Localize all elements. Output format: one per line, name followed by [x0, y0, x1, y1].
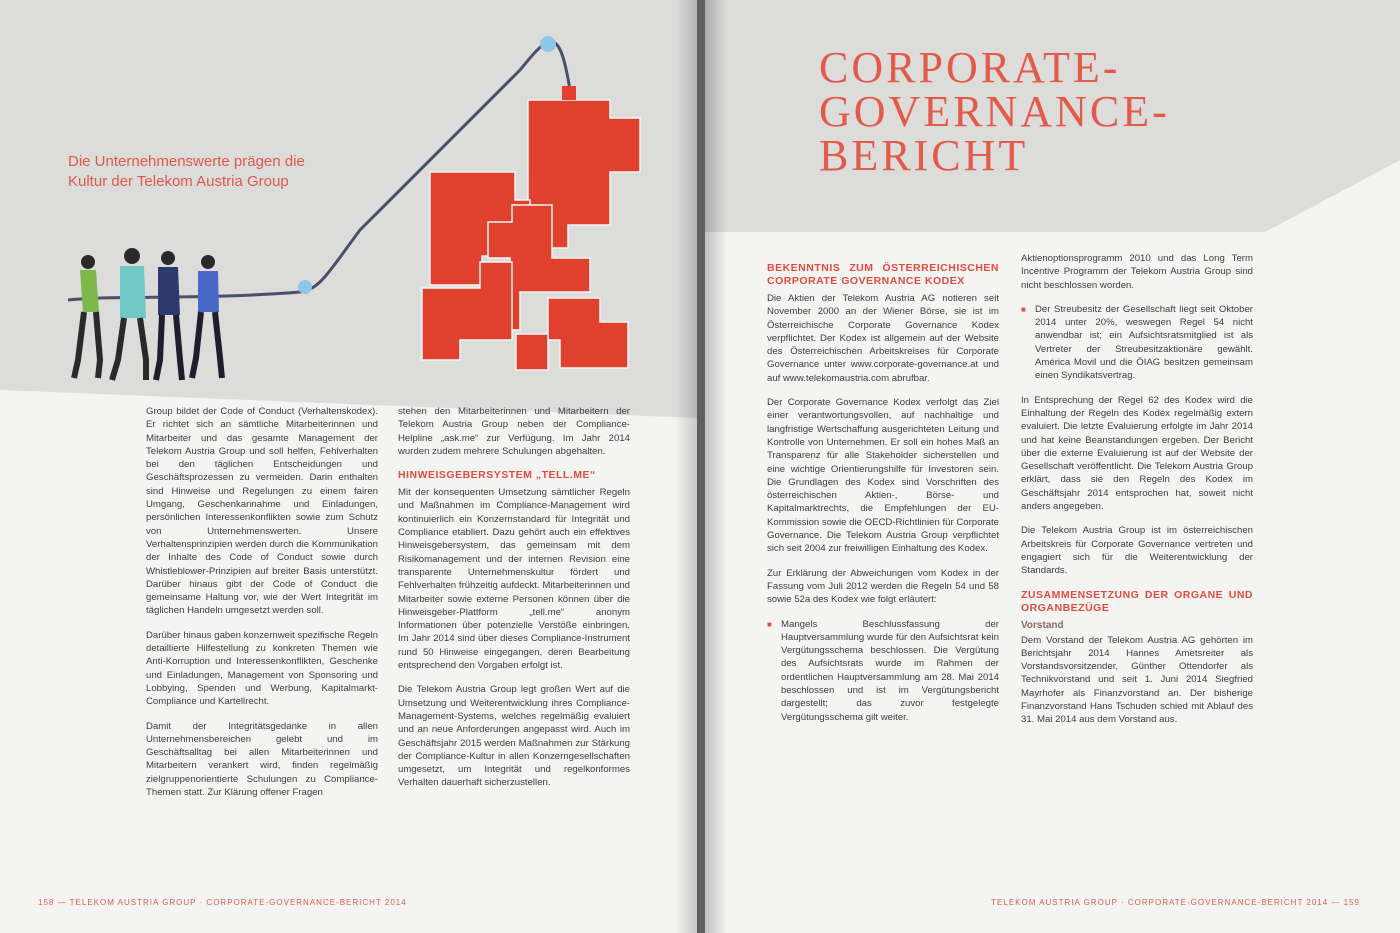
section-heading: BEKENNTNIS ZUM ÖSTERREICHISCHEN CORPORATE GOVERNANCE KODEX [767, 262, 999, 287]
body-paragraph: Dem Vorstand der Telekom Austria AG gehörten im Berichtsjahr 2014 Hannes Ametsreiter als Vorstandsvorsitzender, Günther Ottendorfer als Technikvorstand und seit 1. Juni 2014 Siegfried Mayrhofer als Finanzvorstand an. Der bisherige Finanzvorstand Hans Tschuden schied mit Ablauf des 31. Mai 2014 aus dem Vorstand aus. [1021, 634, 1253, 726]
body-paragraph: Mit der konsequenten Umsetzung sämtlicher Regeln und Maßnahmen im Compliance-Management wird kontinuierlich ein Konzernstandard für Integrität und Compliance etabliert. Dazu gehört auch ein effektives Hinweisgebersystem, das gemeinsam mit dem Risikomanagement und der internen Revision eine transparente Unternehmenskultur fördert und Fehlverhalten frühzeitig aufdeckt. Mitarbeiterinnen und Mitarbeiter sowie externe Personen können über die Hinweisgeber-Plattform „tell.me“ anonym Informationen über potenzielle Verstöße einbringen. Im Jahr 2014 sind über dieses Compliance-Instrument rund 50 Hinweise eingegangen, deren Bearbeitung entsprechend den Vorgaben erfolgt ist. [398, 487, 630, 672]
sub-heading: Vorstand [1021, 619, 1064, 631]
section-heading: ZUSAMMENSETZUNG DER ORGANE UND ORGANBEZÜGE [1021, 588, 1253, 614]
section-heading: HINWEISGEBERSYSTEM „TELL.ME“ [398, 469, 596, 482]
rope-knot-icon [298, 280, 312, 294]
title-line-3: BERICHT [819, 131, 1029, 180]
body-paragraph: Darüber hinaus gaben konzernweit spezifische Regeln detaillierte Hilfestellung zu konkreten Themen wie Anti-Korruption und Interessenkonflikten, Geschenke und Einladungen, Management von Sponsoring und Lobbying, Spenden und Werbung, Kapitalmarkt-Compliance und Kartellrecht. [146, 629, 378, 708]
right-page [705, 0, 1400, 933]
right-gutter-shadow [705, 0, 727, 933]
body-paragraph: In Entsprechung der Regel 62 des Kodex wird die Einhaltung der Regeln des Kodex regelmäßig extern evaluiert. Die letzte Evaluierung erfolgte im Jahr 2014 und hat keine Beanstandungen ergeben. Der Bericht über die externe Evaluierung ist auf der Website der Gesellschaft veröffentlicht. Die Telekom Austria Group erklärt, dass sie den Regeln des Kodex im Geschäftsjahr 2014 entsprochen hat, soweit nicht anders angegeben. [1021, 394, 1253, 513]
bullet-list [1021, 303, 1253, 383]
left-column-2 [398, 405, 630, 801]
title-line-2: GOVERNANCE- [819, 87, 1170, 136]
left-page [0, 0, 697, 933]
body-paragraph: Der Corporate Governance Kodex verfolgt das Ziel einer verantwortungsvollen, auf nachhaltige und langfristige Wertschaffung ausgerichteten Leitung und Kontrolle von Unternehmen. Er soll ein hohes Maß an Transparenz für alle Stakeholder sicherstellen und eine wichtige Orientierungshilfe für Investoren sein. Die Grundlagen des Kodex sind Vorschriften des österreichischen Aktien-, Börse- und Kapitalmarktrechts, die Empfehlungen der EU-Kommission sowie die OECD-Richtlinien für Corporate Governance. Die Telekom Austria Group verpflichtet sich seit 2004 zur freiwilligen Einhaltung des Kodex. [767, 397, 999, 555]
body-paragraph: Group bildet der Code of Conduct (Verhaltenskodex). Er richtet sich an sämtliche Mitarbeiterinnen und Mitarbeiter und das gesamte Management der Telekom Austria Group und soll helfen, Fehlverhalten bei den täglichen Entscheidungen und Geschäftsprozessen zu vermeiden. Darin enthalten sind Hinweise und Regelungen zu einem fairen Umgang, Geschenkannahme und Einladungen, persönlichen Interessenkonflikten sowie zum Schutz von Unternehmenswerten. Unsere Verhaltensprinzipien werden durch die Kommunikation der Inhalte des Code of Conduct sowie durch Whistleblower-Prinzipien auf breiter Basis unterstützt. Darüber hinaus gibt der Code of Conduct die gemeinsame Haltung vor, wie der Wert Integrität im täglichen Handeln umgesetzt werden soll. [146, 406, 378, 617]
body-paragraph: Die Telekom Austria Group ist im österreichischen Arbeitskreis für Corporate Governance vertreten und engagiert sich für die Weiterentwicklung der Standards. [1021, 525, 1253, 577]
figure-4 [192, 255, 222, 378]
bullet-list [767, 618, 999, 724]
bullet-item: ■ Mangels Beschlussfassung der Hauptversammlung wurde für den Aufsichtsrat kein Vergütungsschema beschlossen. Die Vergütung des Aufsichtsrats wurde im Rahmen der ordentlichen Hauptversammlung am 28. Mai 2014 beschlossen und ist im Vergütungsbericht dargestellt; das zuvor festgelegte Vergütungsschema gilt weiter. [767, 618, 999, 724]
right-column-1 [767, 252, 999, 735]
body-paragraph: Die Aktien der Telekom Austria AG notieren seit November 2000 an der Wiener Börse, sie ist im Österreichische Corporate Governance Kodex verpflichtet. Der Kodex ist allgemein auf der Website des Österreichischen Arbeitskreises für Corporate Governance unter www.corporate-governance.at und auf www.telekomaustria.com abrufbar. [767, 293, 999, 384]
page-title [819, 43, 1170, 180]
body-paragraph: stehen den Mitarbeiterinnen und Mitarbeitern der Telekom Austria Group neben der Compliance-Helpline „ask.me“ zur Verfügung. Im Jahr 2014 wurden zudem mehrere Schulungen abgehalten. [398, 406, 630, 457]
left-page-footer: 158 — TELEKOM AUSTRIA GROUP · CORPORATE-GOVERNANCE-BERICHT 2014 [38, 898, 407, 907]
right-page-footer: TELEKOM AUSTRIA GROUP · CORPORATE-GOVERNANCE-BERICHT 2014 — 159 [991, 898, 1360, 907]
body-paragraph: Aktienoptionsprogramm 2010 und das Long Term Incentive Programm der Telekom Austria Group sind nicht beschlossen worden. [1021, 253, 1253, 291]
left-column-1 [146, 405, 378, 810]
figure-2 [112, 248, 146, 380]
body-paragraph: Damit der Integritätsgedanke in allen Unternehmensbereichen gelebt und im Geschäftsalltag bei allen Mitarbeiterinnen und Mitarbeitern verankert wird, finden regelmäßig zielgruppenorientierte Schulungen zu Compliance-Themen statt. Zur Klärung offener Fragen [146, 720, 378, 799]
figure-3 [156, 251, 182, 380]
pulley-icon [540, 36, 556, 52]
pullquote: Die Unternehmenswerte prägen die Kultur der Telekom Austria Group [68, 153, 305, 190]
body-paragraph: Zur Erklärung der Abweichungen vom Kodex in der Fassung vom Juli 2012 werden die Regeln 54 und 58 sowie 52a des Kodex wie folgt erläutert: [767, 567, 999, 606]
right-column-2 [1021, 252, 1253, 738]
puzzle-pieces [422, 100, 640, 370]
figure-1 [74, 255, 100, 378]
puzzle-hook [562, 86, 576, 100]
tug-of-war-illustration [0, 0, 697, 400]
title-line-1: CORPORATE- [819, 43, 1121, 92]
body-paragraph: Die Telekom Austria Group legt großen Wert auf die Umsetzung und Weiterentwicklung ihres Compliance-Management-Systems, welches regelmäßig evaluiert und an neue Anforderungen angepasst wird. Auch im Geschäftsjahr 2015 werden Maßnahmen zur Stärkung der Compliance-Kultur in allen Konzerngesellschaften umgesetzt, um Integrität und regelkonformes Verhalten dauerhaft sicherzustellen. [398, 684, 630, 789]
left-gutter-shadow [675, 0, 697, 933]
bullet-item: ■ Der Streubesitz der Gesellschaft liegt seit Oktober 2014 unter 20%, weswegen Regel 54 nicht anwendbar ist; ein Aufsichtsratsmitglied ist als Vertreter der Streubesitzaktionäre gewählt. América Movil und die ÖIAG besitzen gemeinsam einen Syndikatsvertrag. [1021, 303, 1253, 383]
